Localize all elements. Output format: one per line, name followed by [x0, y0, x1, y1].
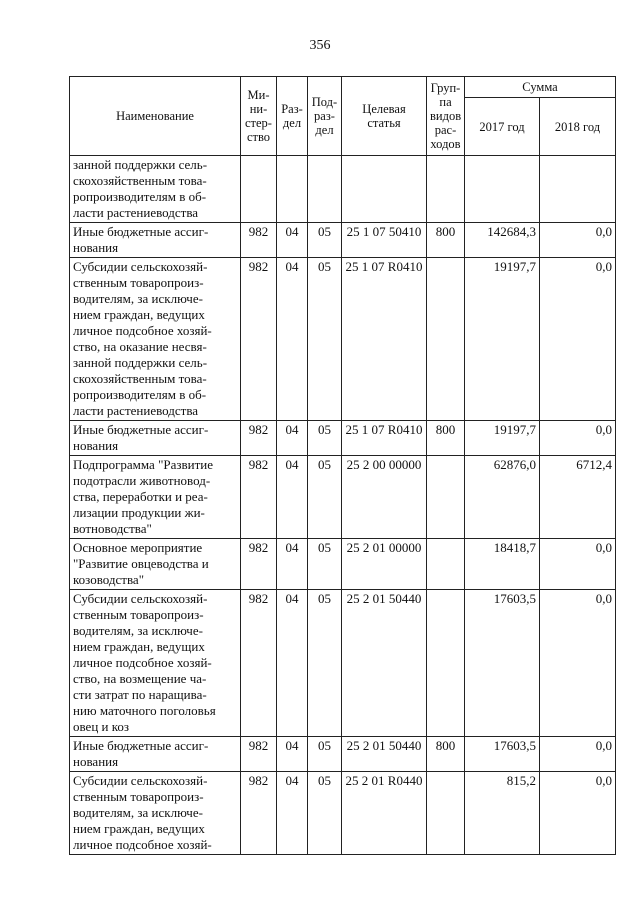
- cell-name: Субсидии сельскохозяй- ственным товаропроиз- водителям, за исключе- нием граждан, ведущих личное подсобное хозяй- ство, на оказание несвя- занной поддержки сель- скохозяйственным това- ропроизводителям в об- ласти растениеводства: [70, 258, 241, 421]
- cell-ministry: 982: [241, 590, 277, 737]
- cell-section: 04: [277, 772, 308, 855]
- cell-ministry: 982: [241, 421, 277, 456]
- cell-name: занной поддержки сель- скохозяйственным това- ропроизводителям в об- ласти растениеводства: [70, 156, 241, 223]
- cell-sum-2018: 0,0: [540, 737, 616, 772]
- cell-sum-2018: [540, 156, 616, 223]
- cell-target: 25 2 01 50440: [342, 590, 427, 737]
- cell-section: 04: [277, 258, 308, 421]
- cell-subsection: [308, 156, 342, 223]
- cell-subsection: 05: [308, 772, 342, 855]
- cell-target: 25 2 01 00000: [342, 539, 427, 590]
- table-row: [70, 772, 616, 855]
- header-name: Наименование: [70, 77, 241, 156]
- cell-expense-group: [427, 258, 465, 421]
- cell-expense-group: [427, 772, 465, 855]
- cell-ministry: 982: [241, 737, 277, 772]
- table-row: [70, 737, 616, 772]
- table-row: [70, 223, 616, 258]
- cell-target: 25 1 07 R0410: [342, 258, 427, 421]
- header-section: Раз- дел: [277, 77, 308, 156]
- cell-section: 04: [277, 421, 308, 456]
- cell-expense-group: [427, 456, 465, 539]
- cell-ministry: 982: [241, 223, 277, 258]
- cell-expense-group: 800: [427, 737, 465, 772]
- cell-sum-2017: 62876,0: [465, 456, 540, 539]
- cell-sum-2017: 142684,3: [465, 223, 540, 258]
- cell-subsection: 05: [308, 539, 342, 590]
- cell-sum-2017: 18418,7: [465, 539, 540, 590]
- table-row: [70, 456, 616, 539]
- cell-sum-2018: 0,0: [540, 258, 616, 421]
- cell-target: 25 2 01 R0440: [342, 772, 427, 855]
- budget-table: [69, 76, 616, 855]
- cell-sum-2017: 17603,5: [465, 590, 540, 737]
- cell-name: Субсидии сельскохозяй- ственным товаропроиз- водителям, за исключе- нием граждан, ведущих личное подсобное хозяй-: [70, 772, 241, 855]
- cell-subsection: 05: [308, 421, 342, 456]
- cell-name: Субсидии сельскохозяй- ственным товаропроиз- водителям, за исключе- нием граждан, ведущих личное подсобное хозяй- ство, на возмещение ча- сти затрат по наращива- нию маточного поголовья овец и коз: [70, 590, 241, 737]
- cell-sum-2017: 19197,7: [465, 421, 540, 456]
- cell-section: 04: [277, 590, 308, 737]
- cell-subsection: 05: [308, 456, 342, 539]
- cell-target: 25 1 07 50410: [342, 223, 427, 258]
- cell-ministry: 982: [241, 772, 277, 855]
- cell-sum-2018: 0,0: [540, 421, 616, 456]
- cell-target: 25 1 07 R0410: [342, 421, 427, 456]
- header-expense-group: Груп- па видов рас- ходов: [427, 77, 465, 156]
- cell-name: Подпрограмма "Развитие подотрасли животновод- ства, переработки и реа- лизации продукции жи- вотноводства": [70, 456, 241, 539]
- cell-sum-2018: 0,0: [540, 223, 616, 258]
- cell-ministry: 982: [241, 539, 277, 590]
- table-row: [70, 258, 616, 421]
- cell-expense-group: [427, 156, 465, 223]
- cell-sum-2017: [465, 156, 540, 223]
- cell-expense-group: [427, 539, 465, 590]
- table-row: [70, 590, 616, 737]
- cell-subsection: 05: [308, 590, 342, 737]
- cell-expense-group: 800: [427, 223, 465, 258]
- cell-sum-2017: 815,2: [465, 772, 540, 855]
- cell-sum-2018: 0,0: [540, 590, 616, 737]
- cell-ministry: 982: [241, 258, 277, 421]
- cell-expense-group: 800: [427, 421, 465, 456]
- cell-name: Основное мероприятие "Развитие овцеводства и козоводства": [70, 539, 241, 590]
- header-ministry: Ми- ни- стер- ство: [241, 77, 277, 156]
- table-row: [70, 421, 616, 456]
- header-subsection: Под- раз- дел: [308, 77, 342, 156]
- header-target: Целевая статья: [342, 77, 427, 156]
- cell-expense-group: [427, 590, 465, 737]
- cell-name: Иные бюджетные ассиг- нования: [70, 223, 241, 258]
- cell-target: [342, 156, 427, 223]
- cell-target: 25 2 00 00000: [342, 456, 427, 539]
- cell-section: 04: [277, 223, 308, 258]
- cell-sum-2018: 6712,4: [540, 456, 616, 539]
- cell-subsection: 05: [308, 223, 342, 258]
- page-number: 356: [309, 38, 331, 53]
- cell-section: [277, 156, 308, 223]
- header-sum: Сумма: [465, 77, 616, 98]
- cell-sum-2018: 0,0: [540, 539, 616, 590]
- cell-section: 04: [277, 539, 308, 590]
- cell-ministry: [241, 156, 277, 223]
- cell-name: Иные бюджетные ассиг- нования: [70, 421, 241, 456]
- table-row: [70, 539, 616, 590]
- table-row: [70, 156, 616, 223]
- cell-section: 04: [277, 737, 308, 772]
- cell-sum-2017: 19197,7: [465, 258, 540, 421]
- cell-subsection: 05: [308, 737, 342, 772]
- cell-section: 04: [277, 456, 308, 539]
- cell-sum-2018: 0,0: [540, 772, 616, 855]
- cell-subsection: 05: [308, 258, 342, 421]
- header-year-2018: 2018 год: [540, 98, 616, 156]
- cell-sum-2017: 17603,5: [465, 737, 540, 772]
- cell-target: 25 2 01 50440: [342, 737, 427, 772]
- header-year-2017: 2017 год: [465, 98, 540, 156]
- cell-name: Иные бюджетные ассиг- нования: [70, 737, 241, 772]
- cell-ministry: 982: [241, 456, 277, 539]
